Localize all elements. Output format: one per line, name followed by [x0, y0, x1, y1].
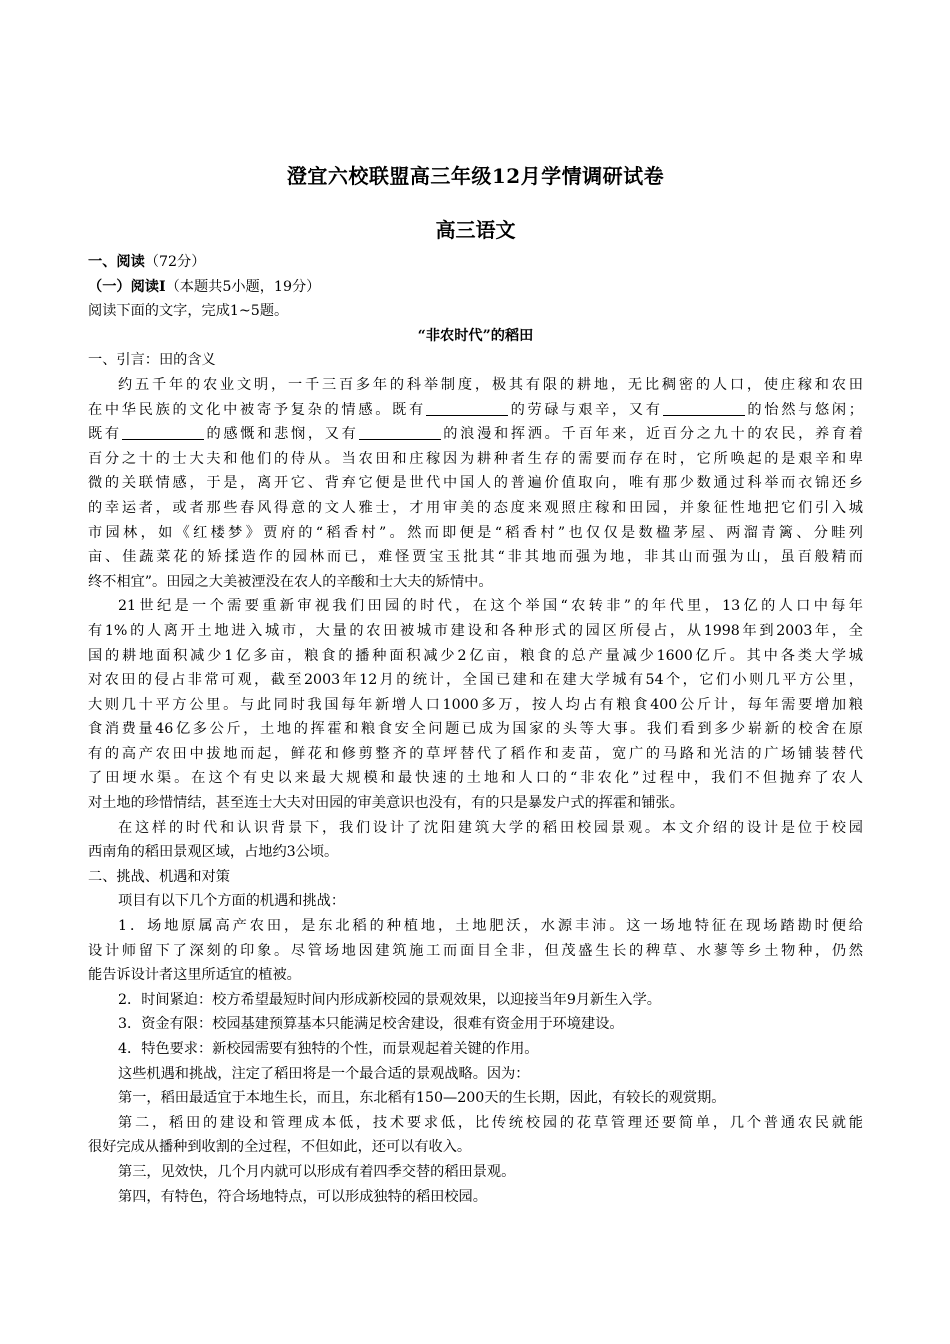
challenge-item-3: 3．资金有限：校园基建预算基本只能满足校舍建设，很难有资金用于环境建设。: [118, 1016, 624, 1033]
paragraph-line: 了田埂水渠。在这个有史以来最大规模和最快速的土地和人口的“非农化”过程中，我们不但抛弃了农人: [88, 770, 863, 787]
fill-blank-a: [426, 401, 508, 416]
part2-heading: 二、挑战、机遇和对策: [88, 868, 230, 885]
paragraph-line: 食消费量46亿多公斤，土地的挥霍和粮食安全问题已成为国家的头等大事。我们看到多少崭新的校舍在原: [88, 721, 863, 738]
paragraph-line: 大则几十平方公里。与此同时我国每年新增人口1000多万，按人均占有粮食400公斤计，每年需要增加粮: [88, 696, 863, 713]
paragraph-line: 对土地的珍惜情结，甚至连士大夫对田园的审美意识也没有，有的只是暴发户式的挥霍和铺张。: [88, 795, 684, 812]
part1-heading: 一、引言：田的含义: [88, 352, 216, 369]
paragraph-line-with-blanks: [88, 422, 863, 447]
paragraph-line: 西南角的稻田景观区域，占地约3公顷。: [88, 844, 339, 861]
exam-title: 澄宜六校联盟高三年级12月学情调研试卷: [286, 164, 665, 188]
paragraph-line: 设计师留下了深刻的印象。尽管场地因建筑施工而面目全非，但茂盛生长的稗草、水蓼等乡土物种，仍然: [88, 942, 863, 959]
paragraph-line: 1．场地原属高产农田，是东北稻的种植地，土地肥沃，水源丰沛。这一场地特征在现场踏勘时便给: [118, 918, 863, 935]
reason-2: [88, 1111, 863, 1160]
paragraph-line: 有的高产农田中拔地而起，鲜花和修剪整齐的草坪替代了稻作和麦苗，宽广的马路和光洁的广场铺装替代: [88, 745, 863, 762]
subsection-heading-note: （本题共5小题，19分）: [165, 278, 321, 295]
fill-blank-c: [122, 425, 204, 440]
reason-3: 第三，见效快，几个月内就可以形成有着四季交替的稻田景观。: [118, 1163, 516, 1180]
article-title: “非农时代”的稻田: [417, 327, 534, 344]
paragraph-line: 亩、佳蔬菜花的矫揉造作的园林而已，难怪贾宝玉批其“非其地而强为地，非其山而强为山，虽百般精而: [88, 549, 863, 566]
exam-body: [88, 250, 863, 1209]
paragraph-line: 能告诉设计者这里所适宜的植被。: [88, 967, 301, 984]
subsection-heading: [88, 275, 863, 300]
reading-instruction: 阅读下面的文字，完成1~5题。: [88, 303, 289, 320]
text-segment: 既有: [88, 426, 122, 443]
fill-blank-b: [663, 401, 745, 416]
paragraph-line: 在这样的时代和认识背景下，我们设计了沈阳建筑大学的稻田校园景观。本文介绍的设计是位于校园: [118, 819, 863, 836]
reason-1: 第一，稻田最适宜于本地生长，而且，东北稻有150—200天的生长期，因此，有较长的观赏期。: [118, 1090, 726, 1107]
text-segment: 的感慨和悲悯，又有: [203, 426, 359, 443]
paragraph-4: 项目有以下几个方面的机遇和挑战：: [118, 893, 346, 910]
challenge-item-2: 2．时间紧迫：校方希望最短时间内形成新校园的景观效果，以迎接当年9月新生入学。: [118, 991, 661, 1008]
section-heading-score: （72分）: [144, 254, 206, 270]
challenge-item-1: [88, 914, 863, 988]
paragraph-2: [88, 594, 863, 815]
text-segment: 在中华民族的文化中被寄予复杂的情感。既有: [88, 401, 426, 418]
paragraph-line: 第二，稻田的建设和管理成本低，技术要求低，比传统校园的花草管理还要简单，几个普通农民就能: [118, 1114, 863, 1131]
paragraph-3: [88, 816, 863, 865]
paragraph-line: 终不相宜”。田园之大美被湮没在农人的辛酸和士大夫的矫情中。: [88, 573, 493, 590]
exam-subject: 高三语文: [435, 218, 516, 242]
reason-4: 第四，有特色，符合场地特点，可以形成独特的稻田校园。: [118, 1188, 487, 1205]
paragraph-line: 有1%的人离开土地进入城市，大量的农田被城市建设和各种形式的园区所侵占，从1998年到2003年，全: [88, 622, 863, 639]
section-heading-label: 一、阅读: [88, 254, 145, 270]
challenge-item-4: 4．特色要求：新校园需要有独特的个性，而景观起着关键的作用。: [118, 1041, 539, 1057]
fill-blank-d: [359, 425, 441, 440]
paragraph-line: 约五千年的农业文明，一千三百多年的科举制度，极其有限的耕地，无比稠密的人口，使庄稼和农田: [118, 376, 863, 393]
paragraph-line: 市园林，如《红楼梦》贾府的“稻香村”。然而即便是“稻香村”也仅仅是数楹茅屋、两溜青篱、分畦列: [88, 524, 863, 541]
section-heading: [88, 250, 863, 275]
paragraph-line: 微的关联情感，于是，离开它、背弃它便是世代中国人的普遍价值取向，唯有那少数通过科举而衣锦还乡: [88, 475, 863, 492]
paragraph-line: 百分之十的士大夫和他们的侍从。当农田和庄稼因为耕种者生存的需要而存在时，它所唤起的是艰辛和卑: [88, 450, 863, 467]
text-segment: 的浪漫和挥洒。千百年来，近百分之九十的农民，养育着: [440, 426, 863, 443]
text-segment: 的怡然与悠闲；: [744, 401, 863, 418]
paragraph-5: 这些机遇和挑战，注定了稻田将是一个最合适的景观战略。因为：: [118, 1065, 530, 1082]
subsection-heading-label: （一）阅读Ⅰ: [88, 278, 166, 295]
paragraph-1: [88, 373, 863, 594]
paragraph-line: 很好完成从播种到收割的全过程，不但如此，还可以有收入。: [88, 1139, 472, 1156]
text-segment: 的劳碌与艰辛，又有: [507, 401, 663, 418]
paragraph-line-with-blanks: [88, 398, 863, 423]
paragraph-line: 21世纪是一个需要重新审视我们田园的时代，在这个举国“农转非”的年代里，13亿的人口中每年: [118, 598, 863, 615]
paragraph-line: 国的耕地面积减少1亿多亩，粮食的播种面积减少2亿亩，粮食的总产量减少1600亿斤。其中各类大学城: [88, 647, 863, 664]
paragraph-line: 对农田的侵占非常可观，截至2003年12月的统计，全国已建和在建大学城有54个，它们小则几平方公里，: [88, 672, 863, 689]
paragraph-line: 的幸运者，或者那些春风得意的文人雅士，才用审美的态度来观照庄稼和田园，并象征性地把它们引入城: [88, 499, 863, 516]
